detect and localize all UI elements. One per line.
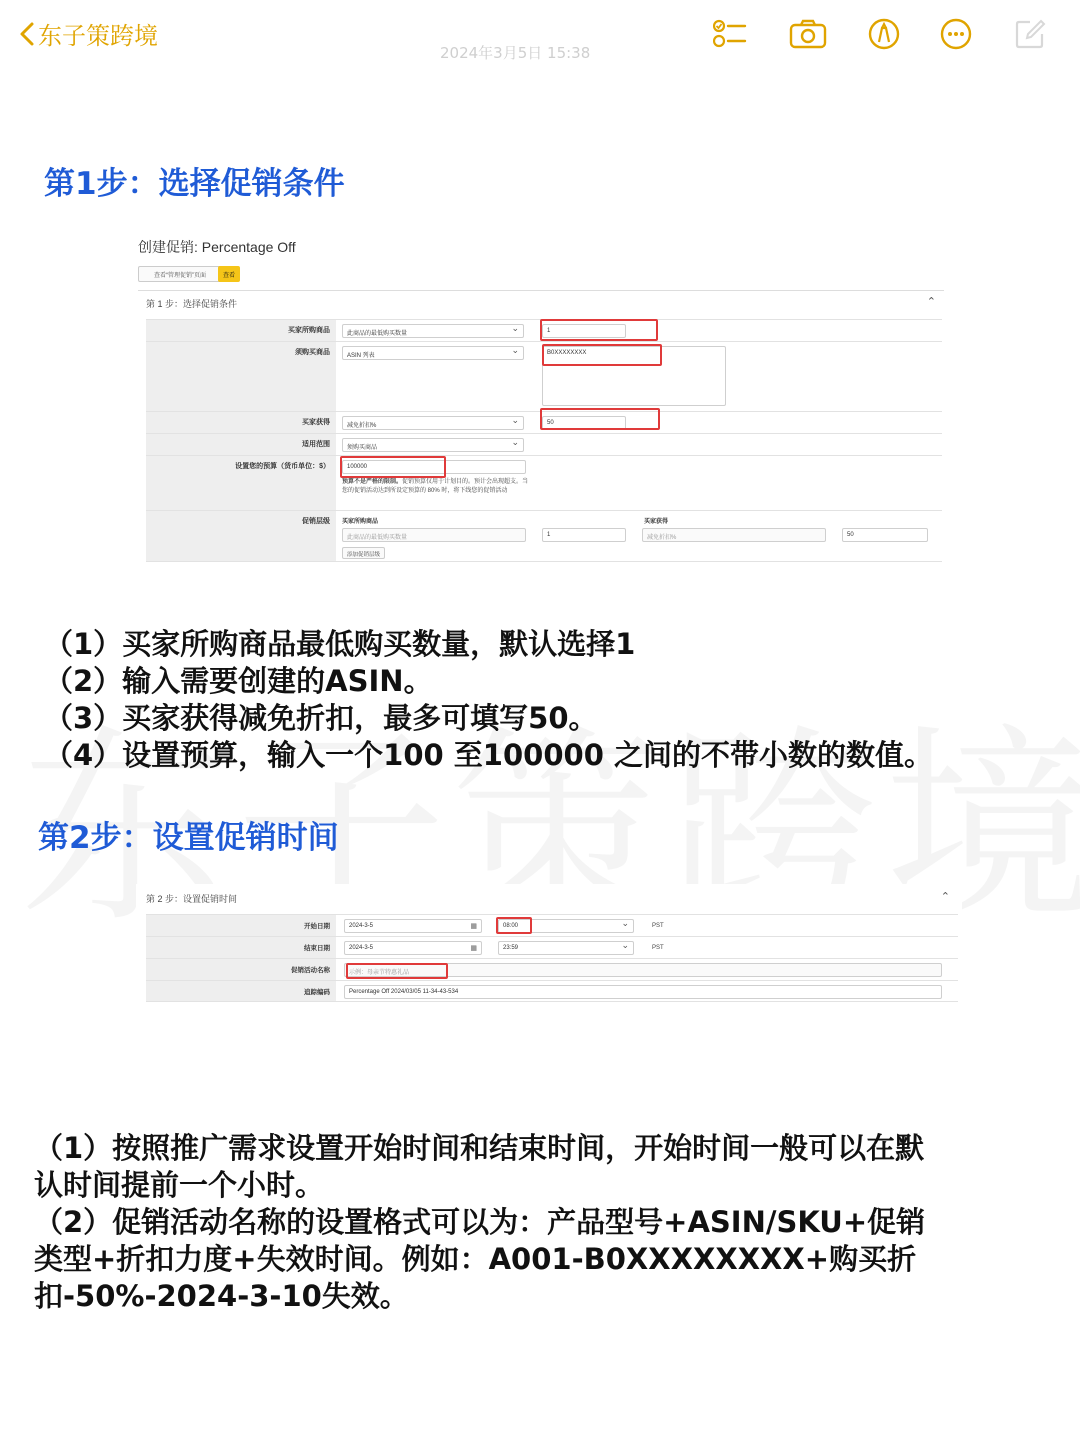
tier-gets-select: 减免折扣%	[642, 528, 826, 542]
row-label: 结束日期	[146, 937, 336, 958]
collapse-caret-icon[interactable]: ⌃	[940, 891, 950, 903]
add-tier-button[interactable]: 添加促销层级	[342, 547, 385, 559]
row-label: 买家获得	[146, 412, 336, 433]
row-label: 促销层级	[146, 511, 336, 561]
camera-icon	[789, 19, 827, 49]
note-date: 2024年3月5日 15:38	[440, 44, 591, 62]
section-title: 第 2 步：设置促销时间	[146, 894, 238, 904]
row-label: 促销活动名称	[146, 959, 336, 980]
row-purchased-items	[146, 341, 942, 411]
start-date-input[interactable]	[344, 919, 482, 933]
promotion-heading: 创建促销: Percentage Off	[138, 239, 296, 255]
more-icon	[940, 18, 972, 50]
step2-note-line-3: （2）促销活动名称的设置格式可以为：产品型号+ASIN/SKU+促销	[34, 1205, 926, 1239]
budget-note	[342, 478, 532, 496]
row-label: 设置您的预算（货币单位：$）	[146, 456, 336, 510]
row-buyer-purchases	[146, 319, 942, 341]
checklist-button[interactable]	[710, 14, 750, 54]
tier-purchases-value: 1	[542, 528, 626, 542]
step1-note-4: （4）设置预算，输入一个100 至100000 之间的不带小数的数值。	[44, 738, 933, 772]
step2-note-line-1: （1）按照推广需求设置开始时间和结束时间，开始时间一般可以在默	[34, 1131, 925, 1165]
row-promotion-tiers	[146, 510, 942, 562]
row-label: 追踪编码	[146, 981, 336, 1001]
step2-title: 第2步：设置促销时间	[38, 820, 339, 856]
section-title: 第 1 步：选择促销条件	[146, 299, 238, 309]
step2-section-header	[138, 886, 958, 906]
step2-note-line-4: 类型+折扣力度+失效时间。例如：A001-B0XXXXXXXX+购买折	[34, 1242, 917, 1276]
discount-percent-input[interactable]: 50	[542, 416, 626, 430]
tier-gets-value: 50	[842, 528, 928, 542]
budget-note-bold: 预算不是严格的限制。	[342, 479, 403, 485]
more-button[interactable]	[936, 14, 976, 54]
row-start-date	[146, 914, 958, 936]
tracking-code-input[interactable]: Percentage Off 2024/03/05 11-34-43-534	[344, 985, 942, 999]
row-applies-to	[146, 433, 942, 455]
start-time-select[interactable]: 08:00 ⌄	[498, 919, 634, 933]
purchased-items-select[interactable]: ASIN 列表 ⌄	[342, 346, 524, 360]
row-end-date	[146, 936, 958, 958]
camera-button[interactable]	[788, 14, 828, 54]
step1-section-header	[138, 290, 944, 312]
back-label: 东子策跨境	[38, 22, 158, 50]
checklist-icon	[713, 19, 747, 49]
promotion-name-input[interactable]: 示例：母亲节特惠礼品	[344, 963, 942, 977]
row-label: 开始日期	[146, 915, 336, 936]
top-navigation-bar	[0, 0, 1080, 70]
buyer-purchases-select[interactable]: 此商品的最低购买数量 ⌄	[342, 324, 524, 338]
markup-pen-icon	[868, 18, 900, 50]
compose-button[interactable]	[1010, 14, 1050, 54]
step1-note-2: （2）输入需要创建的ASIN。	[44, 664, 433, 698]
chevron-left-icon	[18, 21, 36, 47]
buyer-purchases-input[interactable]: 1	[542, 324, 626, 338]
asin-list-textarea[interactable]: B0XXXXXXXX	[542, 346, 726, 406]
row-label: 适用范围	[146, 434, 336, 455]
step2-note-line-5: 扣-50%-2024-3-10失效。	[34, 1279, 409, 1313]
tier-purchases-select: 此商品的最低购买数量	[342, 528, 526, 542]
view-manage-promotions-button[interactable]: 查看“管理促销”页面	[138, 266, 222, 282]
markup-button[interactable]	[864, 14, 904, 54]
buyer-gets-select[interactable]: 减免折扣% ⌄	[342, 416, 524, 430]
row-buyer-gets	[146, 411, 942, 433]
compose-icon	[1014, 18, 1046, 50]
row-budget	[146, 455, 942, 510]
step1-note-3: （3）买家获得减免折扣，最多可填写50。	[44, 701, 598, 735]
row-label: 须购买商品	[146, 342, 336, 411]
step2-screenshot	[136, 884, 962, 1014]
start-date-value: 2024-3-5	[349, 923, 374, 929]
budget-note-text: 促销预算仅用于计划目的。预计会出现超支。当您的促销活动达到所设定预算的 80% 时，将下线您的促销活动	[342, 479, 529, 494]
row-label: 买家所购商品	[146, 320, 336, 341]
step1-note-1: （1）买家所购商品最低购买数量，默认选择1	[44, 627, 636, 661]
tier-column-buyer-gets: 买家获得	[644, 519, 669, 525]
step1-screenshot	[136, 230, 946, 572]
timezone-label: PST	[652, 923, 664, 929]
back-button[interactable]	[18, 16, 158, 51]
view-button[interactable]: 查看	[218, 266, 240, 282]
row-promotion-name	[146, 958, 958, 980]
calendar-icon[interactable]: ▦	[470, 945, 477, 952]
timezone-label: PST	[652, 945, 664, 951]
budget-input[interactable]: 100000	[342, 460, 526, 474]
end-date-input[interactable]	[344, 941, 482, 955]
step2-note-line-2: 认时间提前一个小时。	[34, 1168, 325, 1202]
end-time-select[interactable]: 23:59 ⌄	[498, 941, 634, 955]
step1-title: 第1步：选择促销条件	[44, 166, 345, 202]
tier-column-buyer-purchases: 买家所购商品	[342, 519, 379, 525]
calendar-icon[interactable]: ▦	[470, 923, 477, 930]
end-date-value: 2024-3-5	[349, 945, 374, 951]
collapse-caret-icon[interactable]: ⌃	[926, 296, 936, 308]
row-tracking-code	[146, 980, 958, 1002]
applies-to-select[interactable]: 须购买商品 ⌄	[342, 438, 524, 452]
